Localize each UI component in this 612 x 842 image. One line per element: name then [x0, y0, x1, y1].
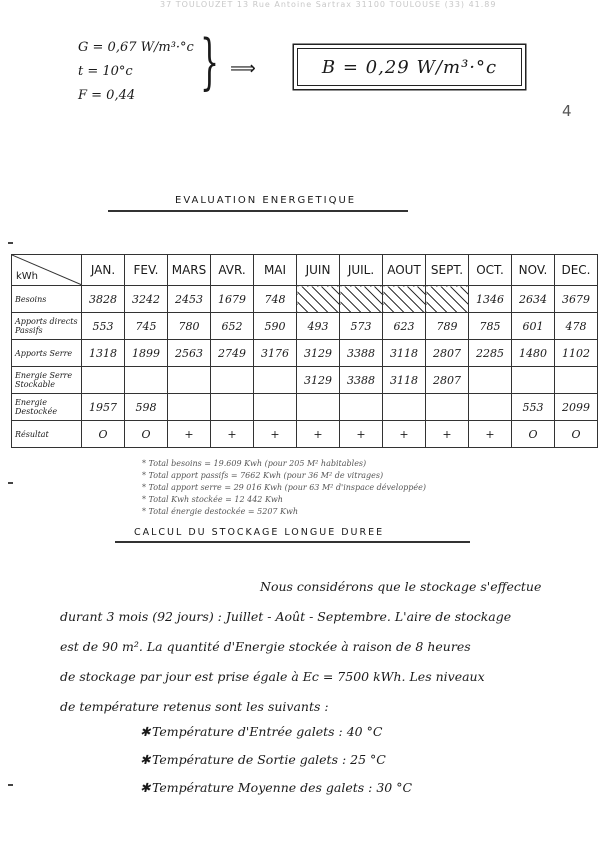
temperature-list [140, 718, 412, 802]
margin-mark [8, 482, 13, 484]
table-cell: + [254, 421, 297, 448]
table-cell: 573 [340, 313, 383, 340]
table-cell [426, 394, 469, 421]
parameters-block [78, 36, 194, 108]
paragraph-line: est de 90 m². La quantité d'Energie stockée à raison de 8 heures [60, 639, 471, 654]
table-cell: + [211, 421, 254, 448]
asterisk-bullet-icon: ✱ [140, 724, 151, 739]
total-line: * Total apport passifs = 7662 Kwh (pour 36 M² de vitrages) [142, 471, 384, 480]
table-cell: 1318 [82, 340, 125, 367]
table-cell: 1102 [555, 340, 598, 367]
table-cell: 623 [383, 313, 426, 340]
table-cell: 789 [426, 313, 469, 340]
result-box [297, 48, 522, 86]
table-cell: 2453 [168, 286, 211, 313]
temperature-item [140, 774, 412, 802]
table-cell [340, 394, 383, 421]
calc-title: CALCUL DU STOCKAGE LONGUE DUREE [134, 527, 385, 538]
table-row [12, 394, 598, 421]
table-cell: 493 [297, 313, 340, 340]
asterisk-bullet-icon: ✱ [140, 752, 151, 767]
table-cell: 2807 [426, 367, 469, 394]
totals-annotation [142, 458, 426, 518]
month-header: JUIL. [340, 255, 383, 286]
row-label: Apports directs Passifs [12, 313, 82, 340]
row-label: Energie Destockée [12, 394, 82, 421]
month-header: NOV. [512, 255, 555, 286]
hatched-cell [383, 286, 426, 313]
table-cell [512, 367, 555, 394]
calc-title-underline [115, 541, 470, 543]
month-header: FEV. [125, 255, 168, 286]
table-cell: 553 [512, 394, 555, 421]
param-g: G = 0,67 W/m³·°c [78, 40, 194, 55]
table-cell [82, 367, 125, 394]
paragraph-line: durant 3 mois (92 jours) : Juillet - Août - Septembre. L'aire de stockage [60, 609, 512, 624]
table-cell: 3118 [383, 367, 426, 394]
table-cell: + [426, 421, 469, 448]
table-cell [469, 367, 512, 394]
temperature-item [140, 746, 412, 774]
table-cell: + [340, 421, 383, 448]
hatched-cell [297, 286, 340, 313]
table-cell: + [469, 421, 512, 448]
total-line: * Total apport serre = 29 016 Kwh (pour 63 M² d'inspace développée) [142, 483, 426, 492]
table-row [12, 313, 598, 340]
table-cell: O [512, 421, 555, 448]
table-cell: 2634 [512, 286, 555, 313]
paragraph-line: de température retenus sont les suivants : [60, 699, 329, 714]
table-cell: 3242 [125, 286, 168, 313]
row-label: Apports Serre [12, 340, 82, 367]
table-cell: O [125, 421, 168, 448]
right-brace-icon: } [200, 27, 220, 97]
table-cell [469, 394, 512, 421]
month-header: DEC. [555, 255, 598, 286]
month-header: SEPT. [426, 255, 469, 286]
paragraph-line: Nous considérons que le stockage s'effectue [260, 579, 542, 594]
table-cell: + [383, 421, 426, 448]
table-cell [383, 394, 426, 421]
total-line: * Total Kwh stockée = 12 442 Kwh [142, 495, 283, 504]
paragraph-line: de stockage par jour est prise égale à Ec = 7500 kWh. Les niveaux [60, 669, 485, 684]
table-cell: 3388 [340, 367, 383, 394]
table-cell: 1346 [469, 286, 512, 313]
table-cell: 598 [125, 394, 168, 421]
table-cell: 553 [82, 313, 125, 340]
temperature-text: Température Moyenne des galets : 30 °C [152, 780, 413, 795]
table-cell [254, 367, 297, 394]
month-header: MAI [254, 255, 297, 286]
table-cell: 2563 [168, 340, 211, 367]
row-label: Besoins [12, 286, 82, 313]
temperature-text: Température de Sortie galets : 25 °C [152, 752, 386, 767]
table-cell: O [555, 421, 598, 448]
total-line: * Total énergie destockée = 5207 Kwh [142, 507, 299, 516]
table-cell: 478 [555, 313, 598, 340]
table-cell [555, 367, 598, 394]
table-corner-cell [12, 255, 82, 286]
month-header: OCT. [469, 255, 512, 286]
margin-mark [8, 784, 13, 786]
table-cell [125, 367, 168, 394]
table-cell: 652 [211, 313, 254, 340]
table-cell: 3118 [383, 340, 426, 367]
table-cell: 745 [125, 313, 168, 340]
table-cell: 1679 [211, 286, 254, 313]
month-header: AOUT [383, 255, 426, 286]
temperature-item [140, 718, 412, 746]
table-row [12, 421, 598, 448]
faint-header-line: 37 TOULOUZET 13 Rue Antoine Sartrax 31100 TOULOUSE (33) 41.89 [160, 0, 497, 9]
month-header: MARS [168, 255, 211, 286]
total-line: * Total besoins = 19.609 Kwh (pour 205 M² habitables) [142, 459, 367, 468]
calc-paragraph [60, 572, 580, 722]
table-row [12, 367, 598, 394]
table-cell: 3129 [297, 340, 340, 367]
table-cell: 2749 [211, 340, 254, 367]
table-cell: + [297, 421, 340, 448]
evaluation-title: EVALUATION ENERGETIQUE [175, 195, 357, 206]
table-row [12, 340, 598, 367]
table-cell: 780 [168, 313, 211, 340]
margin-mark [8, 242, 13, 244]
table-cell: O [82, 421, 125, 448]
hatched-cell [426, 286, 469, 313]
evaluation-title-underline [108, 210, 408, 212]
table-cell [297, 394, 340, 421]
hatched-cell [340, 286, 383, 313]
table-cell [168, 367, 211, 394]
table-cell [168, 394, 211, 421]
month-header: AVR. [211, 255, 254, 286]
table-cell: 3176 [254, 340, 297, 367]
row-label: Résultat [12, 421, 82, 448]
table-cell: 3388 [340, 340, 383, 367]
temperature-text: Température d'Entrée galets : 40 °C [152, 724, 383, 739]
table-cell: 3129 [297, 367, 340, 394]
table-cell: 590 [254, 313, 297, 340]
page-number: 4 [562, 102, 572, 120]
table-cell [254, 394, 297, 421]
table-cell: 2285 [469, 340, 512, 367]
table-header-row [12, 255, 598, 286]
table-cell: 748 [254, 286, 297, 313]
table-cell: 1899 [125, 340, 168, 367]
implies-arrow-icon: ⟹ [230, 58, 256, 79]
table-cell: 601 [512, 313, 555, 340]
table-cell: 1957 [82, 394, 125, 421]
table-cell: + [168, 421, 211, 448]
corner-unit-label: kWh [16, 271, 39, 282]
table-cell: 3828 [82, 286, 125, 313]
table-cell: 1480 [512, 340, 555, 367]
table-cell: 3679 [555, 286, 598, 313]
asterisk-bullet-icon: ✱ [140, 780, 151, 795]
table-row [12, 286, 598, 313]
param-f: F = 0,44 [78, 88, 136, 103]
month-header: JAN. [82, 255, 125, 286]
energy-evaluation-table [11, 254, 598, 448]
table-cell [211, 367, 254, 394]
month-header: JUIN [297, 255, 340, 286]
row-label: Energie Serre Stockable [12, 367, 82, 394]
table-cell [211, 394, 254, 421]
table-cell: 2099 [555, 394, 598, 421]
param-t: t = 10°c [78, 64, 133, 79]
table-cell: 2807 [426, 340, 469, 367]
result-value: B = 0,29 W/m³·°c [321, 57, 498, 78]
table-cell: 785 [469, 313, 512, 340]
